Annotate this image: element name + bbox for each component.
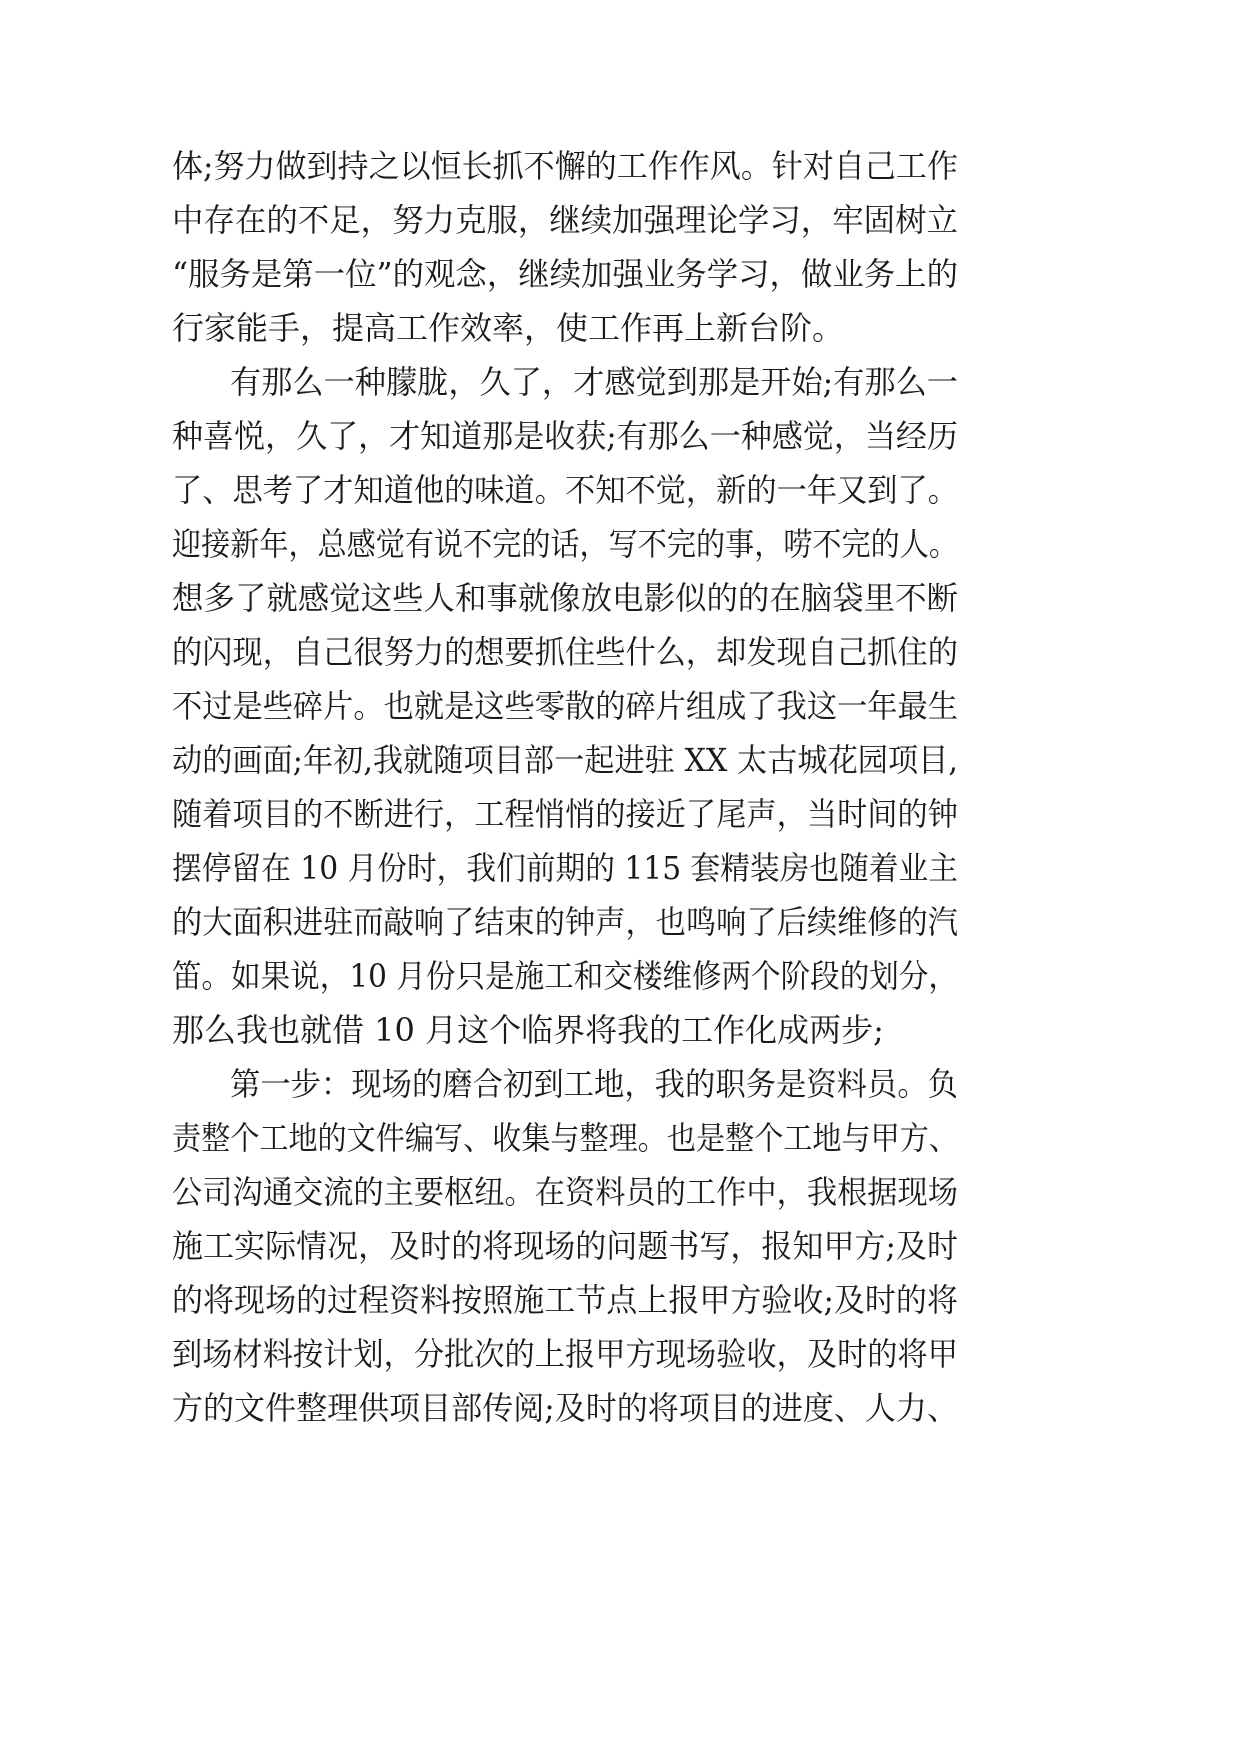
text-line-content: 公司沟通交流的主要枢纽。在资料员的工作中，我根据现场 [172,1173,959,1211]
paragraph-first-line [0,352,1241,412]
text-line-content: 有那么一种朦胧，久了，才感觉到那是开始;有那么一 [230,363,958,401]
text-line [0,622,1241,682]
text-line-content: 笛。如果说，10 月份只是施工和交楼维修两个阶段的划分， [172,957,958,995]
text-line-content: “服务是第一位”的观念，继续加强业务学习，做业务上的 [172,255,959,293]
text-line-content: 迎接新年，总感觉有说不完的话，写不完的事，唠不完的人。 [172,525,958,563]
text-line [0,676,1241,736]
text-line [0,1324,1241,1384]
text-line [0,892,1241,952]
paragraph-first-line [0,1054,1241,1114]
text-line [0,298,1241,358]
text-line [0,1270,1241,1330]
text-line [0,190,1241,250]
text-line [0,244,1241,304]
text-line [0,460,1241,520]
text-line [0,1108,1241,1168]
text-line-content: 行家能手，提高工作效率，使工作再上新台阶。 [172,309,845,347]
text-line-content: 那么我也就借 10 月这个临界将我的工作化成两步; [172,1011,884,1049]
text-line [0,1216,1241,1276]
text-line-content: 的大面积进驻而敲响了结束的钟声，也鸣响了后续维修的汽 [172,903,959,941]
text-line [0,1000,1241,1060]
text-line-content: 种喜悦，久了，才知道那是收获;有那么一种感觉，当经历 [172,417,958,455]
text-line [0,730,1241,790]
text-line-content: 的将现场的过程资料按照施工节点上报甲方验收;及时的将 [172,1281,958,1319]
text-line-content: 施工实际情况，及时的将现场的问题书写，报知甲方;及时 [172,1227,958,1265]
text-line-content: 责整个工地的文件编写、收集与整理。也是整个工地与甲方、 [172,1119,958,1157]
text-line-content: 了、思考了才知道他的味道。不知不觉，新的一年又到了。 [172,471,959,509]
text-line-content: 体;努力做到持之以恒长抓不懈的工作作风。针对自己工作 [172,147,958,185]
text-line-content: 不过是些碎片。也就是这些零散的碎片组成了我这一年最生 [172,687,959,725]
text-line [0,1162,1241,1222]
text-line-content: 动的画面;年初,我就随项目部一起进驻 XX 太古城花园项目, [172,741,958,779]
text-line [0,784,1241,844]
text-line [0,514,1241,574]
text-line [0,406,1241,466]
text-line-content: 想多了就感觉这些人和事就像放电影似的的在脑袋里不断 [172,579,959,617]
text-line [0,136,1241,196]
text-line-content: 中存在的不足，努力克服，继续加强理论学习，牢固树立 [172,201,959,239]
text-line-content: 的闪现，自己很努力的想要抓住些什么，却发现自己抓住的 [172,633,959,671]
text-line-content: 方的文件整理供项目部传阅;及时的将项目的进度、人力、 [172,1389,958,1427]
text-line [0,946,1241,1006]
text-line [0,1378,1241,1438]
text-line [0,568,1241,628]
text-line-content: 摆停留在 10 月份时，我们前期的 115 套精装房也随着业主 [172,849,958,887]
text-line-content: 到场材料按计划，分批次的上报甲方现场验收，及时的将甲 [172,1335,959,1373]
text-line-content: 随着项目的不断进行，工程悄悄的接近了尾声，当时间的钟 [172,795,959,833]
text-line-content: 第一步：现场的磨合初到工地，我的职务是资料员。负 [230,1065,959,1103]
text-line [0,838,1241,898]
